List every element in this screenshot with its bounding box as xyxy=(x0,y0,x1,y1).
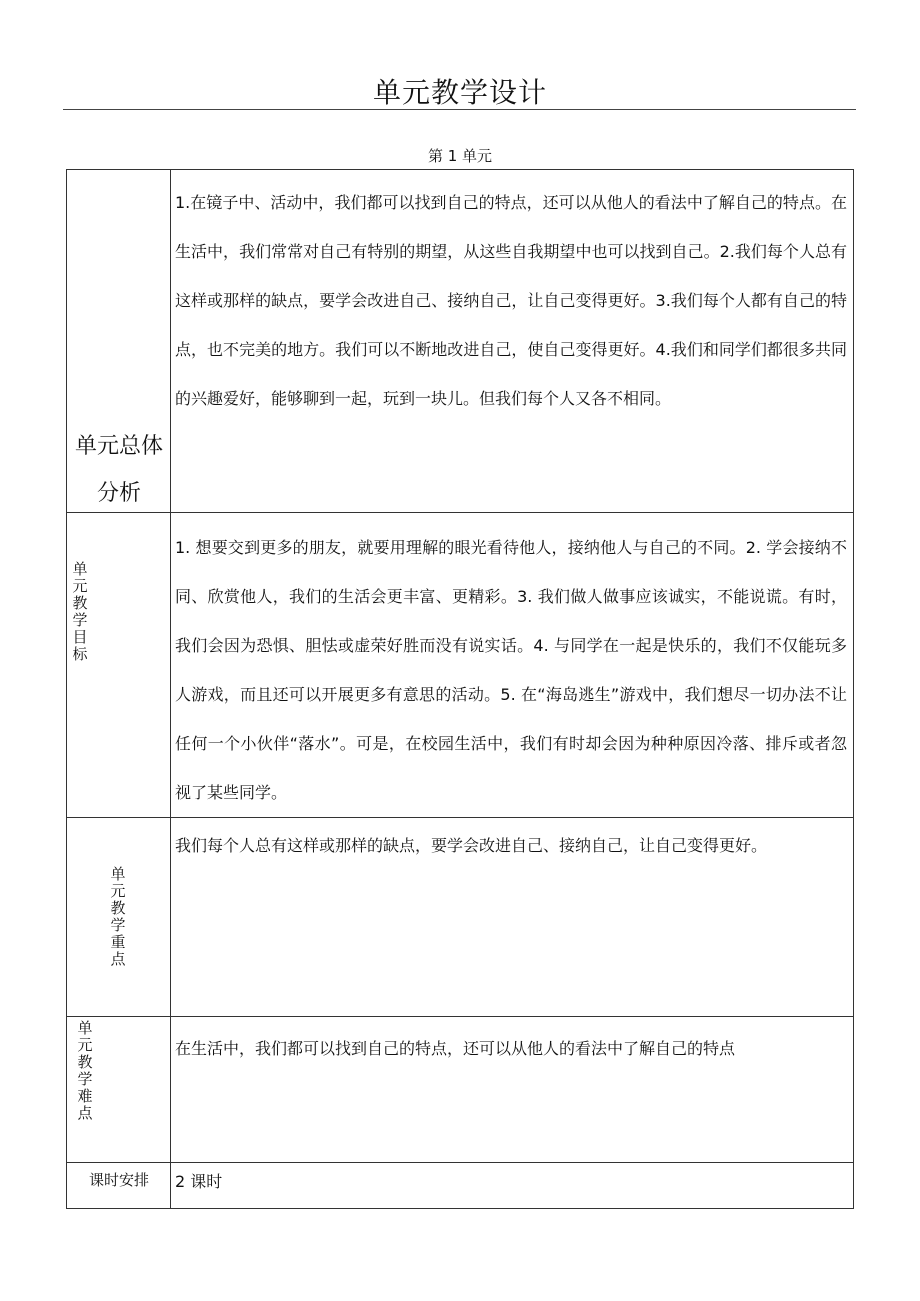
key-points-text: 我们每个人总有这样或那样的缺点，要学会改进自己、接纳自己，让自己变得更好。 xyxy=(175,836,768,855)
row-content-schedule xyxy=(171,1163,854,1209)
schedule-label: 课时安排 xyxy=(88,1171,149,1189)
row-label-key-points xyxy=(67,818,171,1017)
row-content-key-points xyxy=(171,818,854,1017)
table-row-key-points xyxy=(67,818,854,1017)
document-title: 单元教学设计 xyxy=(372,76,547,109)
row-label-objectives xyxy=(67,513,171,818)
unit-label: 第 1 单元 xyxy=(427,147,493,165)
table-row-objectives xyxy=(67,513,854,818)
table-row-schedule xyxy=(67,1163,854,1209)
row-label-analysis xyxy=(67,170,171,513)
vertical-label: 单元教学重点 xyxy=(110,865,126,968)
label-line: 单元总体 xyxy=(74,434,163,459)
row-content-objectives xyxy=(171,513,854,818)
schedule-text: 2 课时 xyxy=(175,1172,223,1191)
table-row-difficulties xyxy=(67,1017,854,1163)
row-label-difficulties xyxy=(67,1017,171,1163)
row-label-schedule xyxy=(67,1163,171,1209)
table-row-analysis xyxy=(67,170,854,513)
analysis-text: 1.在镜子中、活动中，我们都可以找到自己的特点，还可以从他人的看法中了解自己的特点。在生活中，我们常常对自己有特别的期望，从这些自我期望中也可以找到自己。2.我们每个人总有这样或那样的缺点，要学会改进自己、接纳自己，让自己变得更好。3.我们每个人都有自己的特点，也不完美的地方。我们可以不断地改进自己，使自己变得更好。4.我们和同学们都很多共同的兴趣爱好，能够聊到一起，玩到一块儿。但我们每个人又各不相同。 xyxy=(175,193,847,408)
objectives-text: 1. 想要交到更多的朋友，就要用理解的眼光看待他人，接纳他人与自己的不同。2. 学会接纳不同、欣赏他人，我们的生活会更丰富、更精彩。3. 我们做人做事应该诚实，不能说谎。有时，我们会因为恐惧、胆怯或虚荣好胜而没有说实话。4. 与同学在一起是快乐的，我们不仅能玩多人游戏，而且还可以开展更多有意思的活动。5. 在“海岛逃生”游戏中，我们想尽一切办法不让任何一个小伙伴“落水”。可是，在校园生活中，我们有时却会因为种种原因冷落、排斥或者忽视了某些同学。 xyxy=(175,538,847,802)
title-divider xyxy=(63,109,856,110)
vertical-label: 单元教学目标 xyxy=(72,560,88,663)
difficulties-text: 在生活中，我们都可以找到自己的特点，还可以从他人的看法中了解自己的特点 xyxy=(175,1039,736,1058)
vertical-label: 单元教学难点 xyxy=(77,1019,93,1122)
row-content-analysis xyxy=(171,170,854,513)
label-line: 分析 xyxy=(96,481,141,506)
row-content-difficulties xyxy=(171,1017,854,1163)
unit-design-table xyxy=(66,169,854,1209)
